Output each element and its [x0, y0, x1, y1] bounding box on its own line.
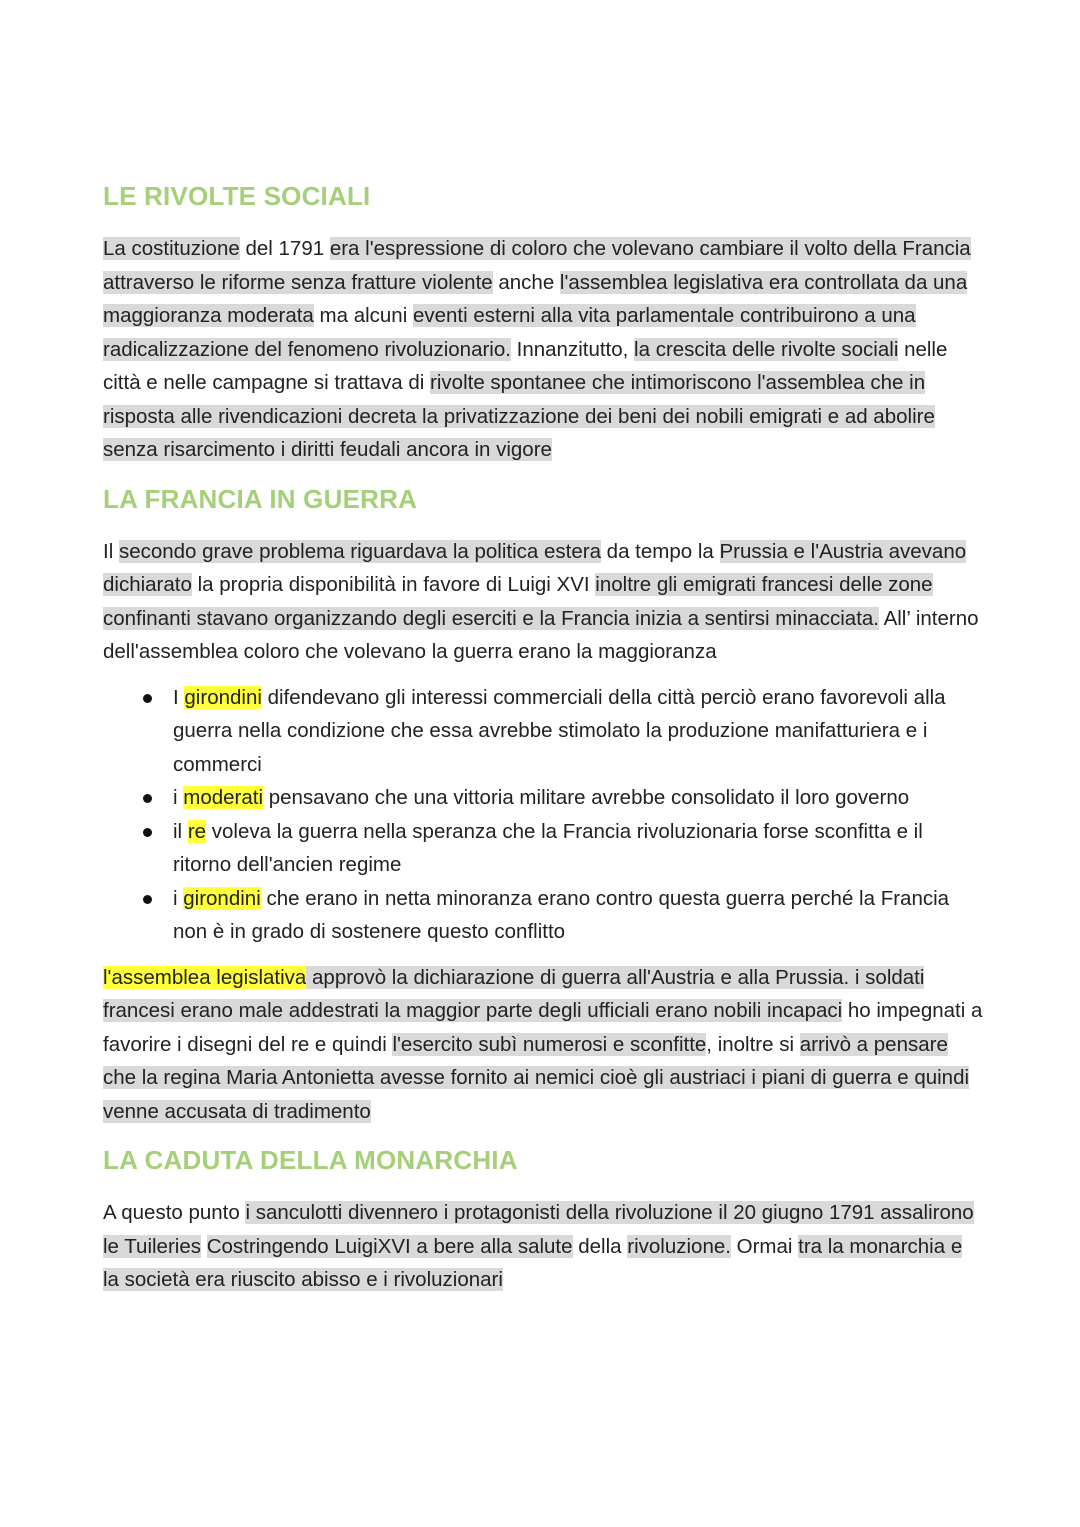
text-run: Innanzitutto, — [510, 337, 635, 361]
bullet-icon — [143, 895, 152, 904]
list-item — [173, 882, 983, 949]
text-run: i — [173, 786, 184, 809]
highlighted-text: l'assemblea legislativa era controllata da una maggioranza moderata — [103, 270, 968, 327]
text-run: voleva la guerra nella speranza che la Francia rivoluzionaria forse sconfitta e il ritorno dell'ancien regime — [173, 819, 923, 876]
text-run: che erano in netta minoranza erano contro questa guerra perché la Francia non è in grado di sostenere questo conflitto — [173, 886, 950, 943]
highlighted-term: l'assemblea legislativa — [103, 965, 307, 989]
text-run: difendevano gli interessi commerciali della città perciò erano favorevoli alla guerra nella condizione che essa avrebbe stimolato la produzione manifatturiera e i commerci — [173, 685, 946, 776]
paragraph-francia-in-guerra — [103, 535, 983, 669]
highlighted-text: era l'espressione di coloro che volevano cambiare il volto della Francia attraverso le riforme senza fratture violente — [103, 237, 971, 294]
text-run: della — [572, 1234, 628, 1258]
highlighted-text: tra la monarchia e la società era riuscito abisso e i rivoluzionari — [103, 1234, 963, 1291]
text-run: nelle città e nelle campagne si trattava di — [103, 337, 948, 394]
highlighted-text: la crescita delle rivolte sociali — [634, 337, 899, 361]
highlighted-term: girondini — [183, 886, 261, 910]
text-run: del 1791 — [239, 237, 330, 260]
highlighted-term: moderati — [183, 786, 264, 809]
highlighted-text: Costringendo LuigiXVI a bere alla salute — [206, 1234, 573, 1258]
text-run: il — [173, 819, 188, 843]
text-run: I — [173, 685, 185, 709]
highlighted-text: approvò la dichiarazione di guerra all'Austria e alla Prussia. i soldati francesi erano male addestrati la maggior parte degli ufficiali erano nobili incapaci — [103, 965, 925, 1022]
highlighted-text: l'esercito subì numerosi e sconfitte — [392, 1032, 707, 1056]
highlighted-term: re — [187, 819, 207, 843]
text-run: All’ interno dell'assemblea coloro che volevano la guerra erano la maggioranza — [103, 606, 979, 663]
section-title-francia-in-guerra: LA FRANCIA IN GUERRA — [103, 483, 418, 514]
list-item — [173, 815, 983, 882]
bullet-icon — [143, 828, 152, 837]
bullet-icon — [143, 694, 152, 703]
highlighted-text: rivolte spontanee che intimoriscono l'assemblea che in risposta alle rivendicazioni decreta la privatizzazione dei beni dei nobili emigrati e ad abolire senza risarcimento i diritti feudali ancora in vigore — [103, 371, 935, 461]
text-run: pensavano che una vittoria militare avrebbe consolidato il loro governo — [263, 786, 910, 809]
text-run: la propria disponibilità in favore di Luigi XVI — [191, 573, 596, 596]
text-run: Il — [103, 539, 119, 563]
section-title-rivolte-sociali: LE RIVOLTE SOCIALI — [103, 181, 371, 211]
highlighted-text: inoltre gli emigrati francesi delle zone confinanti stavano organizzando degli eserciti e la Francia inizia a sentirsi minacciata. — [103, 573, 933, 630]
text-run: Ormai — [730, 1234, 799, 1258]
bullet-icon — [143, 794, 152, 803]
highlighted-text: secondo grave problema riguardava la politica estera — [118, 539, 601, 563]
text-run: , inoltre si — [706, 1032, 800, 1056]
bullet-list-fazioni — [103, 681, 983, 949]
highlighted-text: Prussia e l'Austria avevano dichiarato — [103, 539, 967, 596]
highlighted-text: eventi esterni alla vita parlamentale contribuirono a una radicalizzazione del fenomeno rivoluzionario. — [103, 304, 916, 361]
list-item — [173, 681, 983, 782]
highlighted-text: rivoluzione. — [627, 1234, 731, 1258]
paragraph-caduta-monarchia — [103, 1196, 983, 1297]
highlighted-term: girondini — [184, 685, 262, 709]
paragraph-rivolte-sociali — [103, 232, 983, 467]
text-run: i — [173, 886, 184, 910]
text-run: anche — [492, 270, 560, 294]
text-run: ho impegnati a favorire i disegni del re e quindi — [103, 999, 983, 1056]
section-title-caduta-monarchia: LA CADUTA DELLA MONARCHIA — [103, 1145, 518, 1175]
document-content — [103, 176, 983, 1309]
highlighted-text: arrivò a pensare che la regina Maria Antonietta avesse fornito ai nemici cioè gli austriaci i piani di guerra e quindi venne accusata di tradimento — [103, 1032, 970, 1123]
text-run: A questo punto — [103, 1201, 246, 1224]
list-item — [173, 781, 983, 815]
paragraph-dichiarazione-guerra — [103, 961, 983, 1129]
highlighted-text: La costituzione — [103, 237, 240, 260]
text-run: ma alcuni — [313, 304, 413, 327]
text-run: da tempo la — [600, 539, 720, 563]
text-run — [201, 1235, 207, 1258]
highlighted-text: i sanculotti divennero i protagonisti della rivoluzione il 20 giugno 1791 assalirono le Tuileries — [103, 1201, 974, 1258]
